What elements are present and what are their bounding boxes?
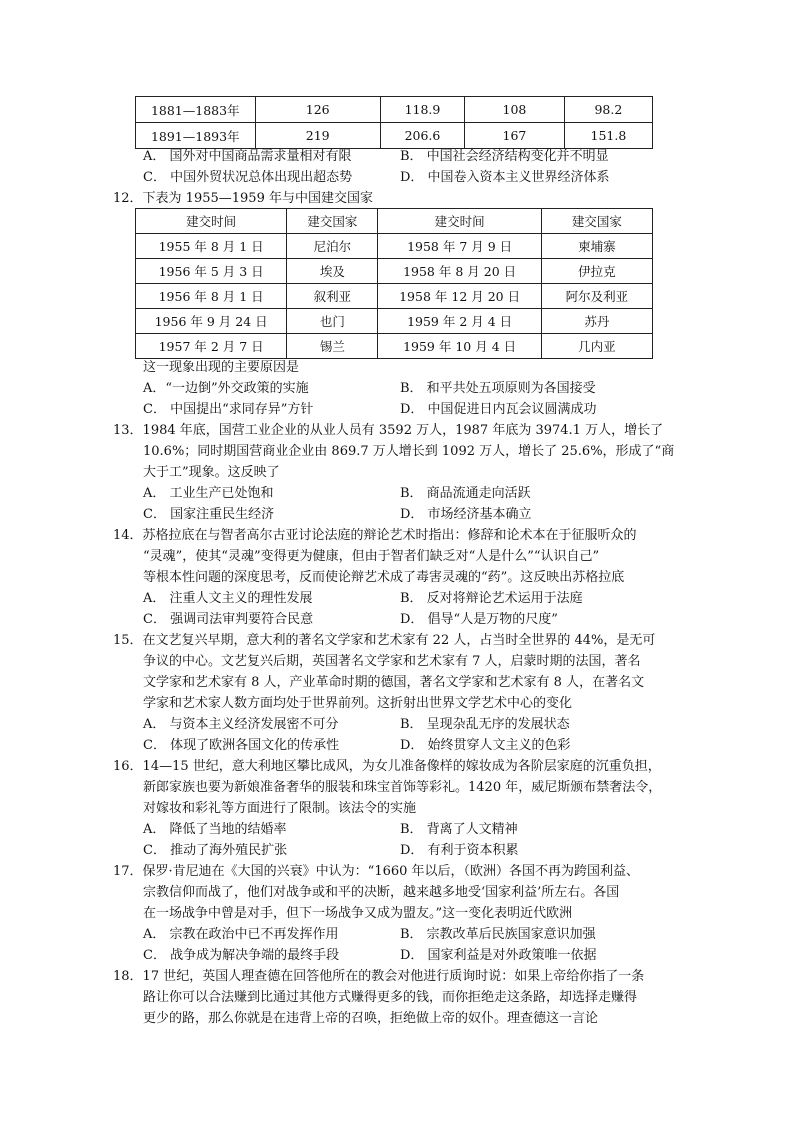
table-cell: 1958 年 12 月 20 日 [378, 284, 541, 309]
table-cell: 埃及 [287, 259, 378, 284]
question-18-line-1: 18．17 世纪，英国人理查德在回答他所在的教会对他进行质询时说：如果上帝给你指了一条 [113, 969, 645, 984]
table-row [136, 284, 653, 309]
option-a[interactable]: A．“一边倒”外交政策的实施 [143, 381, 309, 396]
option-d[interactable]: D． 市场经济基本确立 [400, 507, 532, 522]
question-14-line-3: 等根本性问题的深度思考，反而使论辩艺术成了毒害灵魂的“药”。这反映出苏格拉底 [143, 570, 625, 585]
option-d[interactable]: D． 有利于资本积累 [400, 843, 519, 858]
table-row [136, 309, 653, 334]
question-12-prompt: 这一现象出现的主要原因是 [143, 360, 300, 375]
option-a[interactable]: A． 工业生产已处饱和 [143, 486, 274, 501]
table-cell: 1959 年 10 月 4 日 [378, 334, 541, 359]
option-b[interactable]: B． 商品流通走向活跃 [400, 486, 531, 501]
table-cell: 98.2 [564, 97, 652, 123]
question-18-line-3: 更少的路，那么你就是在违背上帝的召唤，拒绝做上帝的奴仆。理查德这一言论 [143, 1011, 599, 1026]
option-b[interactable]: B． 呈现杂乱无序的发展状态 [400, 717, 570, 732]
option-c[interactable]: C． 中国外贸状况总体出现出超态势 [143, 170, 353, 185]
question-13-line-1: 13．1984 年底，国营工业企业的从业人员有 3592 万人，1987 年底为 3974.1 万人，增长了 [113, 423, 664, 438]
table-cell: 锡兰 [287, 334, 378, 359]
table-cell: 219 [255, 123, 380, 149]
table-cell: 1891—1893年 [136, 123, 256, 149]
question-13-line-3: 大于工”现象。这反映了 [143, 465, 280, 480]
question-15-line-3: 文学家和艺术家有 8 人，产业革命时期的德国，著名文学家和艺术家有 8 人，在著名文 [143, 675, 645, 690]
table-cell: 1956 年 5 月 3 日 [136, 259, 287, 284]
option-c[interactable]: C． 战争成为解决争端的最终手段 [143, 948, 340, 963]
table-row [136, 234, 653, 259]
table-cell: 几内亚 [541, 334, 652, 359]
option-c[interactable]: C． 中国提出“求同存异”方针 [143, 402, 314, 417]
option-d[interactable]: D． 中国卷入资本主义世界经济体系 [400, 170, 610, 185]
question-15-line-4: 学家和艺术家人数方面均处于世界前列。这折射出世界文学艺术中心的变化 [143, 696, 573, 711]
question-17-line-1: 17．保罗·肯尼迪在《大国的兴衰》中认为：“1660 年以后，（欧洲）各国不再为跨国利益、 [113, 864, 640, 879]
table-cell: 柬埔寨 [541, 234, 652, 259]
table-cell: 1957 年 2 月 7 日 [136, 334, 287, 359]
table-header-row [136, 209, 653, 234]
option-c[interactable]: C． 体现了欧洲各国文化的传承性 [143, 738, 340, 753]
table-row [136, 259, 653, 284]
option-b[interactable]: B． 和平共处五项原则为各国接受 [400, 381, 596, 396]
option-a[interactable]: A． 注重人文主义的理性发展 [143, 591, 313, 606]
option-a[interactable]: A． 国外对中国商品需求量相对有限 [143, 149, 352, 164]
option-c[interactable]: C． 国家注重民生经济 [143, 507, 275, 522]
question-15-line-2: 争议的中心。文艺复兴后期，英国著名文学家和艺术家有 7 人，启蒙时期的法国，著名 [143, 654, 641, 669]
option-d[interactable]: D． 国家利益是对外政策唯一依据 [400, 948, 597, 963]
question-17-line-2: 宗教信仰而战了，他们对战争或和平的决断，越来越多地受‘国家利益’所左右。各国 [143, 885, 620, 900]
table-row [136, 123, 653, 149]
table-cell: 151.8 [564, 123, 652, 149]
option-b[interactable]: B． 背离了人文精神 [400, 822, 518, 837]
table-cell: 叙利亚 [287, 284, 378, 309]
table-row [136, 334, 653, 359]
table-cell: 1955 年 8 月 1 日 [136, 234, 287, 259]
question-16-line-2: 新郎家族也要为新娘准备奢华的服装和珠宝首饰等彩礼。1420 年，威尼斯颁布禁奢法令， [143, 780, 662, 795]
table-header: 建交国家 [541, 209, 652, 234]
option-b[interactable]: B． 中国社会经济结构变化并不明显 [400, 149, 609, 164]
option-c[interactable]: C． 推动了海外殖民扩张 [143, 843, 288, 858]
table-cell: 1956 年 9 月 24 日 [136, 309, 287, 334]
option-b[interactable]: B． 宗教改革后民族国家意识加强 [400, 927, 596, 942]
table-cell: 108 [465, 97, 565, 123]
option-d[interactable]: D． 倡导“人是万物的尺度” [400, 612, 558, 627]
table-cell: 1956 年 8 月 1 日 [136, 284, 287, 309]
question-14-line-1: 14．苏格拉底在与智者高尔古亚讨论法庭的辩论艺术时指出：修辞和论术本在于征服听众的 [113, 528, 637, 543]
table-cell: 也门 [287, 309, 378, 334]
table-row [136, 97, 653, 123]
option-d[interactable]: D． 中国促进日内瓦会议圆满成功 [400, 402, 597, 417]
option-a[interactable]: A． 宗教在政治中已不再发挥作用 [143, 927, 339, 942]
option-a[interactable]: A． 与资本主义经济发展密不可分 [143, 717, 339, 732]
option-c[interactable]: C． 强调司法审判要符合民意 [143, 612, 314, 627]
table-cell: 伊拉克 [541, 259, 652, 284]
table-header: 建交国家 [287, 209, 378, 234]
option-d[interactable]: D． 始终贯穿人文主义的色彩 [400, 738, 571, 753]
table-cell: 1958 年 8 月 20 日 [378, 259, 541, 284]
table-cell: 1958 年 7 月 9 日 [378, 234, 541, 259]
question-16-line-1: 16．14—15 世纪，意大利地区攀比成风，为女儿准备像样的嫁妆成为各阶层家庭的沉重负担， [113, 759, 661, 774]
trade-table [135, 96, 653, 149]
question-16-line-3: 对嫁妆和彩礼等方面进行了限制。该法令的实施 [143, 801, 417, 816]
diplomacy-table [135, 208, 653, 359]
table-cell: 阿尔及利亚 [541, 284, 652, 309]
question-15-line-1: 15．在文艺复兴早期，意大利的著名文学家和艺术家有 22 人，占当时全世界的 44%，是无可 [113, 633, 656, 648]
option-b[interactable]: B． 反对将辩论艺术运用于法庭 [400, 591, 583, 606]
option-a[interactable]: A． 降低了当地的结婚率 [143, 822, 287, 837]
question-18-line-2: 路让你可以合法赚到比通过其他方式赚得更多的钱，而你拒绝走这条路，却选择走赚得 [143, 990, 638, 1005]
table-header: 建交时间 [136, 209, 287, 234]
question-17-line-3: 在一场战争中曾是对手，但下一场战争又成为盟友。”这一变化表明近代欧洲 [143, 906, 573, 921]
table-cell: 1959 年 2 月 4 日 [378, 309, 541, 334]
question-12-stem: 12．下表为 1955—1959 年与中国建交国家 [113, 191, 373, 206]
table-cell: 苏丹 [541, 309, 652, 334]
table-cell: 尼泊尔 [287, 234, 378, 259]
question-14-line-2: “灵魂”，使其“灵魂”变得更为健康，但由于智者们缺乏对“人是什么”“认识自己” [143, 549, 600, 564]
table-cell: 118.9 [380, 97, 464, 123]
table-cell: 206.6 [380, 123, 464, 149]
table-cell: 167 [465, 123, 565, 149]
table-cell: 126 [255, 97, 380, 123]
table-cell: 1881—1883年 [136, 97, 256, 123]
table-header: 建交时间 [378, 209, 541, 234]
question-13-line-2: 10.6%；同时期国营商业企业由 869.7 万人增长到 1092 万人，增长了 25.6%，形成了“商 [143, 444, 675, 459]
